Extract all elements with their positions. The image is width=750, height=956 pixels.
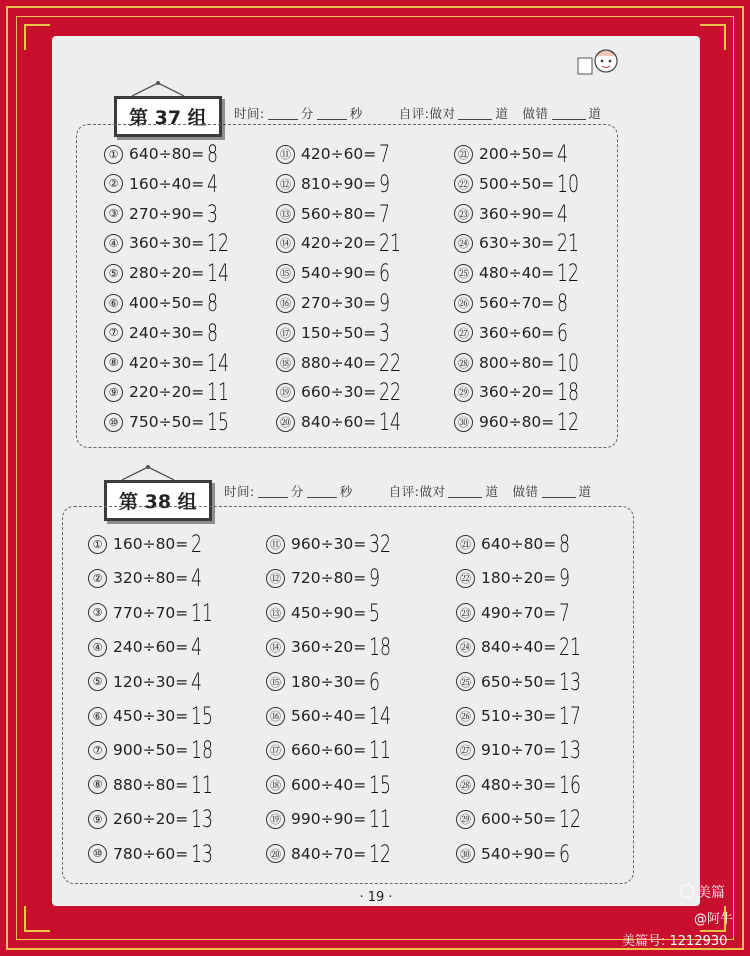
problem-item	[266, 530, 400, 558]
watermark-user: @阿牛	[694, 912, 734, 927]
problem-expression: 160÷80=	[113, 535, 189, 553]
problem-expression: 640÷80=	[129, 145, 205, 163]
handwritten-answer: 4	[557, 199, 569, 228]
problem-number: ㉚	[456, 844, 475, 863]
wrong-count-blank	[542, 485, 576, 498]
frame-corner-ornament	[24, 24, 50, 50]
problem-item	[104, 170, 223, 198]
problem-number: ⑱	[276, 353, 295, 372]
problem-item	[454, 378, 588, 406]
problem-number: ⑩	[104, 413, 123, 432]
problem-expression: 360÷30=	[129, 234, 205, 253]
handwritten-answer: 6	[557, 318, 569, 347]
problem-expression: 960÷30=	[291, 535, 367, 553]
handwritten-answer: 8	[559, 530, 571, 558]
handwritten-answer: 22	[379, 378, 402, 407]
problem-item	[88, 771, 222, 799]
handwritten-answer: 2	[191, 530, 203, 558]
handwritten-answer: 11	[191, 598, 214, 627]
problem-number: ㉓	[454, 204, 473, 223]
handwritten-answer: 9	[559, 564, 571, 593]
handwritten-answer: 12	[559, 805, 582, 834]
handwritten-answer: 32	[369, 530, 392, 558]
frame-corner-ornament	[700, 24, 726, 50]
handwritten-answer: 22	[379, 348, 402, 377]
self-eval-label: 自评:做对	[398, 106, 456, 121]
problem-expression: 360÷20=	[479, 383, 555, 402]
problem-item	[88, 633, 207, 661]
problem-item	[104, 319, 223, 347]
wrong-label: 做错	[512, 484, 539, 499]
problem-number: ⑥	[88, 707, 107, 726]
problem-expression: 180÷30=	[291, 672, 367, 691]
group-title-badge: 第 38 组	[104, 480, 212, 521]
minutes-label: 分	[290, 484, 304, 499]
problem-expression: 800÷80=	[479, 353, 555, 372]
group-header	[234, 104, 602, 122]
mascot-icon	[576, 44, 622, 78]
problem-number: ⑤	[88, 672, 107, 691]
minutes-label: 分	[300, 106, 314, 121]
problem-expression: 500÷50=	[479, 174, 555, 193]
problem-item	[266, 668, 385, 696]
problem-item	[88, 599, 222, 627]
handwritten-answer: 17	[559, 702, 582, 730]
problem-item	[104, 200, 223, 228]
problem-number: ⑧	[104, 353, 123, 372]
problem-item	[104, 289, 223, 317]
problem-expression: 990÷90=	[291, 810, 367, 829]
wrong-count-blank	[552, 107, 586, 120]
problem-expression: 490÷70=	[481, 603, 557, 622]
problem-item	[266, 840, 400, 868]
minutes-blank	[268, 107, 298, 120]
problem-number: ㉒	[456, 569, 475, 588]
correct-count-blank	[448, 485, 482, 498]
problem-item	[88, 736, 222, 764]
handwritten-answer: 12	[557, 408, 580, 437]
problem-item	[88, 805, 222, 833]
handwritten-answer: 13	[191, 805, 214, 834]
problem-number: ㉚	[454, 413, 473, 432]
handwritten-answer: 9	[379, 169, 391, 198]
seconds-label: 秒	[349, 106, 363, 121]
problem-expression: 150÷50=	[301, 323, 377, 342]
group-header	[224, 482, 592, 500]
handwritten-answer: 10	[557, 348, 580, 377]
problem-expression: 280÷20=	[129, 264, 205, 283]
problem-expression: 560÷70=	[479, 294, 555, 312]
problem-item	[266, 564, 385, 592]
problem-expression: 450÷30=	[113, 707, 189, 725]
handwritten-answer: 9	[369, 564, 381, 593]
handwritten-answer: 3	[207, 199, 219, 228]
handwritten-answer: 21	[557, 229, 580, 258]
problem-expression: 840÷60=	[301, 413, 377, 432]
problem-item	[456, 840, 575, 868]
handwritten-answer: 12	[207, 229, 230, 258]
handwritten-answer: 18	[369, 633, 392, 662]
problem-number: ⑰	[276, 323, 295, 342]
problem-expression: 840÷40=	[481, 638, 557, 657]
handwritten-answer: 4	[191, 564, 203, 593]
seconds-label: 秒	[339, 484, 353, 499]
problem-item	[276, 319, 395, 347]
handwritten-answer: 13	[191, 839, 214, 868]
problem-item	[276, 289, 395, 317]
problem-number: ㉕	[454, 264, 473, 283]
self-eval-label: 自评:做对	[388, 484, 446, 499]
handwritten-answer: 14	[207, 259, 230, 288]
problem-number: ㉒	[454, 174, 473, 193]
problem-number: ㉑	[454, 145, 473, 164]
problem-expression: 780÷60=	[113, 844, 189, 863]
problem-item	[276, 349, 410, 377]
problem-item	[104, 378, 238, 406]
wrong-unit-label: 道	[588, 106, 602, 121]
problem-item	[456, 771, 590, 799]
seconds-blank	[307, 485, 337, 498]
problem-expression: 840÷70=	[291, 844, 367, 863]
handwritten-answer: 8	[207, 140, 219, 168]
problem-expression: 420÷30=	[129, 353, 205, 372]
brand-logo-icon	[680, 884, 694, 898]
problem-number: ②	[88, 569, 107, 588]
badge-hanger-icon	[128, 80, 188, 96]
problem-number: ⑱	[266, 775, 285, 794]
handwritten-answer: 12	[557, 259, 580, 288]
problem-number: ㉖	[454, 294, 473, 313]
handwritten-answer: 8	[207, 289, 219, 317]
handwritten-answer: 4	[207, 169, 219, 198]
problem-expression: 480÷30=	[481, 775, 557, 794]
problem-expression: 640÷80=	[481, 535, 557, 553]
problem-expression: 450÷90=	[291, 603, 367, 622]
problem-number: ⑰	[266, 741, 285, 760]
problem-number: ⑫	[276, 174, 295, 193]
handwritten-answer: 18	[557, 378, 580, 407]
problem-item	[276, 140, 395, 168]
handwritten-answer: 7	[379, 140, 391, 168]
problem-number: ⑪	[276, 145, 295, 164]
correct-count-blank	[458, 107, 492, 120]
problem-number: ④	[88, 638, 107, 657]
problem-number: ⑩	[88, 844, 107, 863]
problem-number: ②	[104, 174, 123, 193]
problem-item	[454, 229, 588, 257]
handwritten-answer: 4	[191, 667, 203, 696]
problem-item	[276, 200, 395, 228]
handwritten-answer: 8	[557, 289, 569, 317]
problem-number: ⑮	[276, 264, 295, 283]
problem-number: ㉗	[454, 323, 473, 342]
problem-item	[266, 771, 400, 799]
problem-number: ㉘	[454, 353, 473, 372]
problem-number: ㉕	[456, 672, 475, 691]
problem-item	[454, 289, 573, 317]
problem-number: ⑥	[104, 294, 123, 313]
handwritten-answer: 12	[369, 839, 392, 868]
problem-expression: 260÷20=	[113, 810, 189, 829]
problem-expression: 660÷60=	[291, 741, 367, 760]
problem-item	[456, 530, 575, 558]
problem-item	[276, 378, 410, 406]
handwritten-answer: 4	[191, 633, 203, 662]
handwritten-answer: 5	[369, 598, 381, 627]
handwritten-answer: 14	[369, 702, 392, 730]
worksheet-page	[52, 36, 700, 906]
problem-expression: 880÷80=	[113, 775, 189, 794]
wrong-label: 做错	[522, 106, 549, 121]
handwritten-answer: 6	[559, 839, 571, 868]
handwritten-answer: 14	[379, 408, 402, 437]
problem-item	[266, 599, 385, 627]
problem-item	[88, 530, 207, 558]
problem-expression: 810÷90=	[301, 174, 377, 193]
problem-item	[88, 668, 207, 696]
problem-item	[456, 633, 590, 661]
problem-number: ⑦	[104, 323, 123, 342]
problem-expression: 400÷50=	[129, 294, 205, 312]
problem-item	[454, 319, 573, 347]
problem-item	[456, 736, 590, 764]
problem-item	[456, 564, 575, 592]
problem-expression: 160÷40=	[129, 174, 205, 193]
problem-item	[454, 408, 588, 436]
problem-number: ⑯	[266, 707, 285, 726]
problem-expression: 200÷50=	[479, 145, 555, 163]
handwritten-answer: 11	[191, 770, 214, 799]
problem-expression: 880÷40=	[301, 353, 377, 372]
problem-expression: 360÷20=	[291, 638, 367, 657]
problem-expression: 360÷60=	[479, 323, 555, 342]
handwritten-answer: 21	[379, 229, 402, 258]
problem-expression: 750÷50=	[129, 413, 205, 432]
problem-number: ⑮	[266, 672, 285, 691]
problem-number: ⑦	[88, 741, 107, 760]
problem-number: ㉙	[454, 383, 473, 402]
badge-hanger-icon	[118, 464, 178, 480]
problem-number: ⑤	[104, 264, 123, 283]
problem-expression: 560÷40=	[291, 707, 367, 725]
problem-number: ⑳	[266, 844, 285, 863]
problem-number: ⑳	[276, 413, 295, 432]
problem-expression: 420÷20=	[301, 234, 377, 253]
problem-expression: 630÷30=	[479, 234, 555, 253]
minutes-blank	[258, 485, 288, 498]
problem-number: ①	[104, 145, 123, 164]
handwritten-answer: 7	[379, 199, 391, 228]
problem-item	[276, 408, 410, 436]
problem-item	[456, 599, 575, 627]
group-title-badge: 第 37 组	[114, 96, 222, 137]
problem-expression: 960÷80=	[479, 413, 555, 432]
handwritten-answer: 9	[379, 289, 391, 317]
problem-expression: 540÷90=	[301, 264, 377, 283]
problem-number: ①	[88, 535, 107, 554]
problem-number: ④	[104, 234, 123, 253]
problem-expression: 510÷30=	[481, 707, 557, 725]
problem-expression: 560÷80=	[301, 204, 377, 223]
problem-item	[454, 259, 588, 287]
seconds-blank	[317, 107, 347, 120]
problem-item	[454, 349, 588, 377]
problem-number: ⑲	[276, 383, 295, 402]
correct-unit-label: 道	[485, 484, 499, 499]
handwritten-answer: 3	[379, 318, 391, 347]
handwritten-answer: 13	[559, 667, 582, 696]
problem-item	[276, 229, 410, 257]
handwritten-answer: 13	[559, 736, 582, 765]
problem-number: ㉔	[454, 234, 473, 253]
problem-number: ⑲	[266, 810, 285, 829]
problem-item	[276, 170, 395, 198]
watermark-id: 美篇号: 1212930	[622, 934, 728, 949]
problem-number: ㉓	[456, 603, 475, 622]
handwritten-answer: 11	[369, 736, 392, 765]
problem-expression: 220÷20=	[129, 383, 205, 402]
watermark-brand: 美篇	[680, 882, 725, 902]
problem-expression: 480÷40=	[479, 264, 555, 283]
problem-item	[104, 349, 238, 377]
problem-number: ⑭	[266, 638, 285, 657]
correct-unit-label: 道	[495, 106, 509, 121]
handwritten-answer: 6	[379, 259, 391, 288]
problem-number: ③	[104, 204, 123, 223]
problem-number: ⑪	[266, 535, 285, 554]
problem-expression: 270÷30=	[301, 294, 377, 312]
handwritten-answer: 16	[559, 770, 582, 799]
problem-number: ㉑	[456, 535, 475, 554]
problem-item	[88, 840, 222, 868]
problem-number: ㉗	[456, 741, 475, 760]
page-number: · 19 ·	[359, 890, 393, 905]
problem-expression: 600÷40=	[291, 775, 367, 794]
wrong-unit-label: 道	[578, 484, 592, 499]
problem-number: ③	[88, 603, 107, 622]
problem-item	[266, 702, 400, 730]
problem-expression: 770÷70=	[113, 603, 189, 622]
problem-item	[276, 259, 395, 287]
problem-item	[266, 736, 400, 764]
problem-number: ⑨	[88, 810, 107, 829]
handwritten-answer: 10	[557, 169, 580, 198]
problem-item	[88, 564, 207, 592]
problem-number: ⑭	[276, 234, 295, 253]
problem-item	[454, 170, 588, 198]
problem-item	[88, 702, 222, 730]
handwritten-answer: 7	[559, 598, 571, 627]
problem-expression: 120÷30=	[113, 672, 189, 691]
handwritten-answer: 14	[207, 348, 230, 377]
problem-expression: 240÷30=	[129, 323, 205, 342]
handwritten-answer: 11	[369, 805, 392, 834]
problem-expression: 900÷50=	[113, 741, 189, 760]
time-label: 时间:	[234, 106, 265, 121]
problem-item	[104, 140, 223, 168]
handwritten-answer: 6	[369, 667, 381, 696]
handwritten-answer: 15	[191, 702, 214, 730]
problem-expression: 540÷90=	[481, 844, 557, 863]
problem-number: ㉙	[456, 810, 475, 829]
problem-number: ㉖	[456, 707, 475, 726]
problem-item	[456, 805, 590, 833]
problem-expression: 720÷80=	[291, 569, 367, 588]
problem-number: ⑨	[104, 383, 123, 402]
frame-corner-ornament	[24, 906, 50, 932]
problem-expression: 360÷90=	[479, 204, 555, 223]
problem-number: ⑬	[266, 603, 285, 622]
problem-expression: 420÷60=	[301, 145, 377, 163]
handwritten-answer: 11	[207, 378, 230, 407]
problem-expression: 650÷50=	[481, 672, 557, 691]
problem-item	[456, 702, 590, 730]
problem-number: ⑯	[276, 294, 295, 313]
problem-item	[266, 805, 400, 833]
handwritten-answer: 15	[369, 770, 392, 799]
problem-number: ⑫	[266, 569, 285, 588]
handwritten-answer: 18	[191, 736, 214, 765]
problem-item	[104, 229, 238, 257]
problem-number: ⑧	[88, 775, 107, 794]
problem-expression: 240÷60=	[113, 638, 189, 657]
time-label: 时间:	[224, 484, 255, 499]
problem-number: ㉘	[456, 775, 475, 794]
problem-number: ⑬	[276, 204, 295, 223]
problem-expression: 600÷50=	[481, 810, 557, 829]
handwritten-answer: 21	[559, 633, 582, 662]
problem-item	[266, 633, 400, 661]
problem-number: ㉔	[456, 638, 475, 657]
problem-expression: 180÷20=	[481, 569, 557, 588]
problem-item	[104, 259, 238, 287]
problem-item	[104, 408, 238, 436]
problem-expression: 910÷70=	[481, 741, 557, 760]
problem-expression: 320÷80=	[113, 569, 189, 588]
handwritten-answer: 4	[557, 140, 569, 168]
problem-item	[454, 140, 573, 168]
problem-item	[456, 668, 590, 696]
handwritten-answer: 8	[207, 318, 219, 347]
handwritten-answer: 15	[207, 408, 230, 437]
problem-item	[454, 200, 573, 228]
problem-expression: 270÷90=	[129, 204, 205, 223]
problem-expression: 660÷30=	[301, 383, 377, 402]
